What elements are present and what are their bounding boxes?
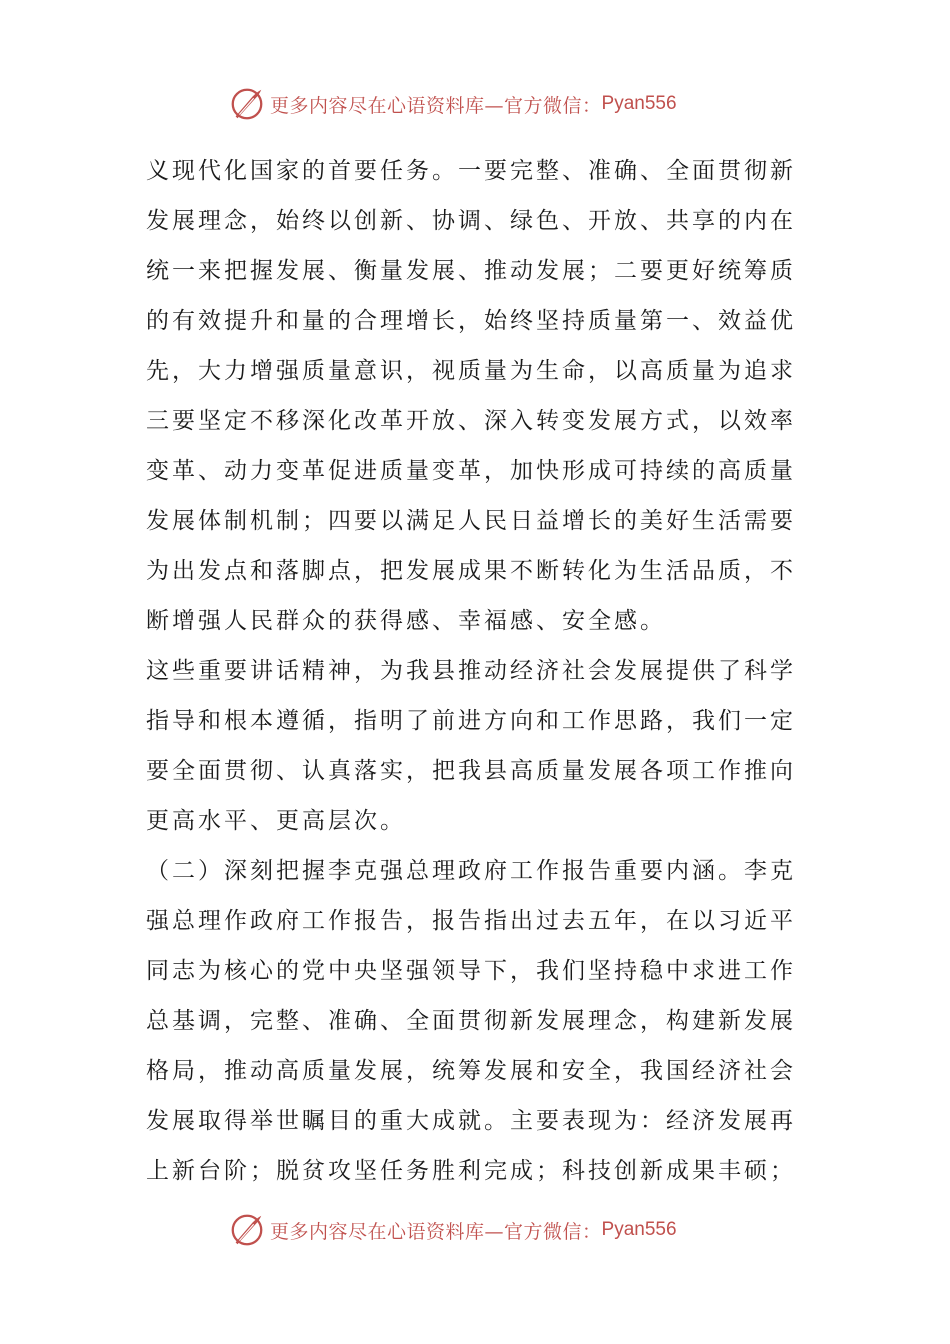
quill-logo-icon [228,85,266,123]
body-line: 更高水平、更高层次。 [146,808,406,834]
body-line: 断增强人民群众的获得感、幸福感、安全感。 [146,608,666,634]
body-line: 变革、动力变革促进质量变革，加快形成可持续的高质量 [146,458,796,484]
footer-wechat-id: Pyan556 [601,1219,677,1240]
body-line: 要全面贯彻、认真落实，把我县高质量发展各项工作推向 [146,758,796,784]
body-line: 发展取得举世瞩目的重大成就。主要表现为：经济发展再 [146,1108,796,1134]
footer-banner [228,1208,677,1252]
body-line: 的有效提升和量的合理增长，始终坚持质量第一、效益优 [146,308,796,334]
footer-brand-text: 更多内容尽在心语资料库—官方微信： [270,1220,602,1243]
body-line: 强总理作政府工作报告，报告指出过去五年，在以习近平 [146,908,796,934]
quill-logo-icon [228,1211,266,1249]
body-line: 同志为核心的党中央坚强领导下，我们坚持稳中求进工作 [146,958,796,984]
body-line: 格局，推动高质量发展，统筹发展和安全，我国经济社会 [146,1058,796,1084]
body-line: 统一来把握发展、衡量发展、推动发展；二要更好统筹质 [146,258,796,284]
body-line: 三要坚定不移深化改革开放、深入转变发展方式，以效率 [146,408,796,434]
body-line: 发展体制机制；四要以满足人民日益增长的美好生活需要 [146,508,796,534]
document-body [146,146,810,1196]
body-line: 先，大力增强质量意识，视质量为生命，以高质量为追求 [146,358,796,384]
body-line: 指导和根本遵循，指明了前进方向和工作思路，我们一定 [146,708,796,734]
body-line: 上新台阶；脱贫攻坚任务胜利完成；科技创新成果丰硕； [146,1158,796,1184]
body-line: 义现代化国家的首要任务。一要完整、准确、全面贯彻新 [146,158,796,184]
header-banner [228,82,677,126]
body-line: （二）深刻把握李克强总理政府工作报告重要内涵。李克 [146,858,796,884]
header-wechat-id: Pyan556 [601,93,677,114]
header-brand-text: 更多内容尽在心语资料库—官方微信： [270,94,602,117]
body-line: 这些重要讲话精神，为我县推动经济社会发展提供了科学 [146,658,796,684]
body-line: 发展理念，始终以创新、协调、绿色、开放、共享的内在 [146,208,796,234]
body-line: 为出发点和落脚点，把发展成果不断转化为生活品质，不 [146,558,796,584]
body-line: 总基调，完整、准确、全面贯彻新发展理念，构建新发展 [146,1008,796,1034]
